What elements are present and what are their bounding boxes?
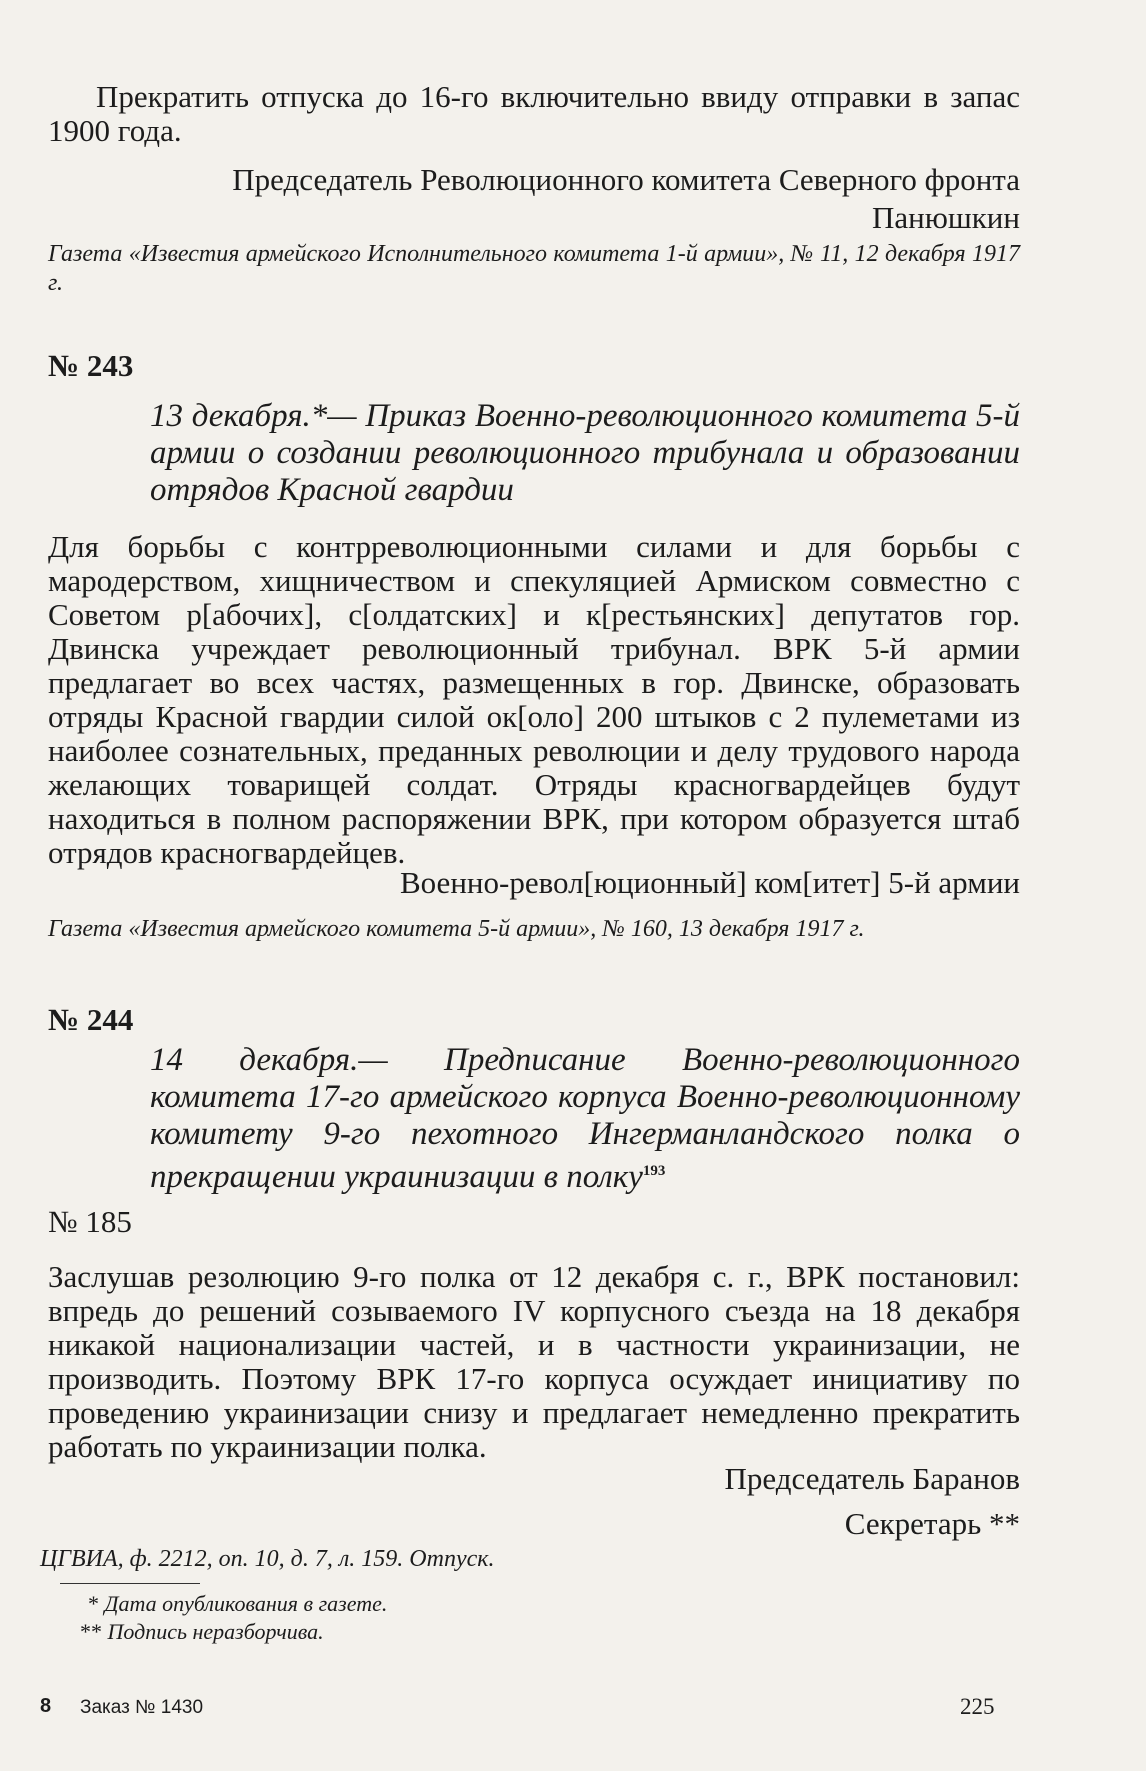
- doc-244-source: ЦГВИА, ф. 2212, оп. 10, д. 7, л. 159. Отпуск.: [40, 1546, 495, 1572]
- doc-244-number: № 244: [48, 1002, 134, 1037]
- doc-244-title-note: 193: [642, 1163, 666, 1179]
- doc-243-number: № 243: [48, 348, 134, 383]
- source-citation-top: Газета «Известия армейского Исполнительного комитета 1-й армии», № 11, 12 декабря 1917 г.: [48, 241, 1020, 296]
- doc-243-source: Газета «Известия армейского комитета 5-й армии», № 160, 13 декабря 1917 г.: [48, 916, 865, 942]
- page-number: 225: [960, 1694, 995, 1719]
- doc-244-title-text: 14 декабря.— Предписание Военно-революционного комитета 17-го армейского корпуса Военно-революционному комитету 9-го пехотного Ингерманландского полка о прекращении украинизации в полку: [150, 1042, 1020, 1195]
- doc-243-title: 13 декабря.*— Приказ Военно-революционного комитета 5-й армии о создании революционного трибунала и образовании отрядов Красной гвардии: [150, 398, 1020, 508]
- doc-244-ref-number: № 185: [48, 1204, 132, 1239]
- order-tail-text: Прекратить отпуска до 16-го включительно ввиду отправки в запас 1900 года.: [48, 79, 1020, 148]
- footnote-2-mark: **: [80, 1619, 102, 1644]
- signature-name: Панюшкин: [871, 200, 1020, 235]
- doc-243-body-text: Для борьбы с контрреволюционными силами и для борьбы с мародерством, хищничеством и спекуляцией Армиском совместно с Советом р[абочих], с[олдатских] и к[рестьянских] депутатов гор. Двинска учреждает революционный трибунал. ВРК 5-й армии предлагает во всех частях, размещенных в гор. Двинске, образовать отряды Красной гвардии силой ок[оло] 200 штыков с 2 пулеметами из наиболее сознательных, преданных революции и делу трудового народа желающих товарищей солдат. Отряды красногвардейцев будут находиться в полном распоряжении ВРК, при котором образуется штаб отрядов красногвардейцев.: [48, 529, 1020, 870]
- doc-244-body-text: Заслушав резолюцию 9-го полка от 12 декабря с. г., ВРК постановил: впредь до решений созываемого IV корпусного съезда на 18 декабря никакой национализации частей, и в частности украинизации, не производить. Поэтому ВРК 17-го корпуса осуждает инициативу по проведению украинизации снизу и предлагает немедленно прекратить работать по украинизации полка.: [48, 1259, 1020, 1464]
- footnote-1: [88, 1590, 387, 1617]
- order-tail: [48, 80, 1020, 148]
- footnote-1-mark: *: [88, 1591, 99, 1616]
- doc-244-signature-secretary: Секретарь **: [844, 1506, 1020, 1541]
- footnote-2: [80, 1618, 324, 1645]
- doc-244-signature-chair: Председатель Баранов: [724, 1461, 1020, 1496]
- doc-243-signature: Военно-револ[юционный] ком[итет] 5-й армии: [400, 865, 1020, 900]
- footnote-2-text: Подпись неразборчива.: [107, 1619, 324, 1644]
- doc-244-title: [150, 1042, 1020, 1196]
- footnote-1-text: Дата опубликования в газете.: [104, 1591, 388, 1616]
- footer-sheet-number: 8: [40, 1695, 52, 1717]
- doc-243-body: [48, 530, 1020, 870]
- signature-block-top: [48, 163, 1020, 235]
- footnote-divider: [60, 1583, 200, 1584]
- signature-role: Председатель Революционного комитета Северного фронта: [232, 162, 1020, 197]
- footer-order: Заказ № 1430: [80, 1697, 204, 1718]
- doc-244-body: [48, 1260, 1020, 1464]
